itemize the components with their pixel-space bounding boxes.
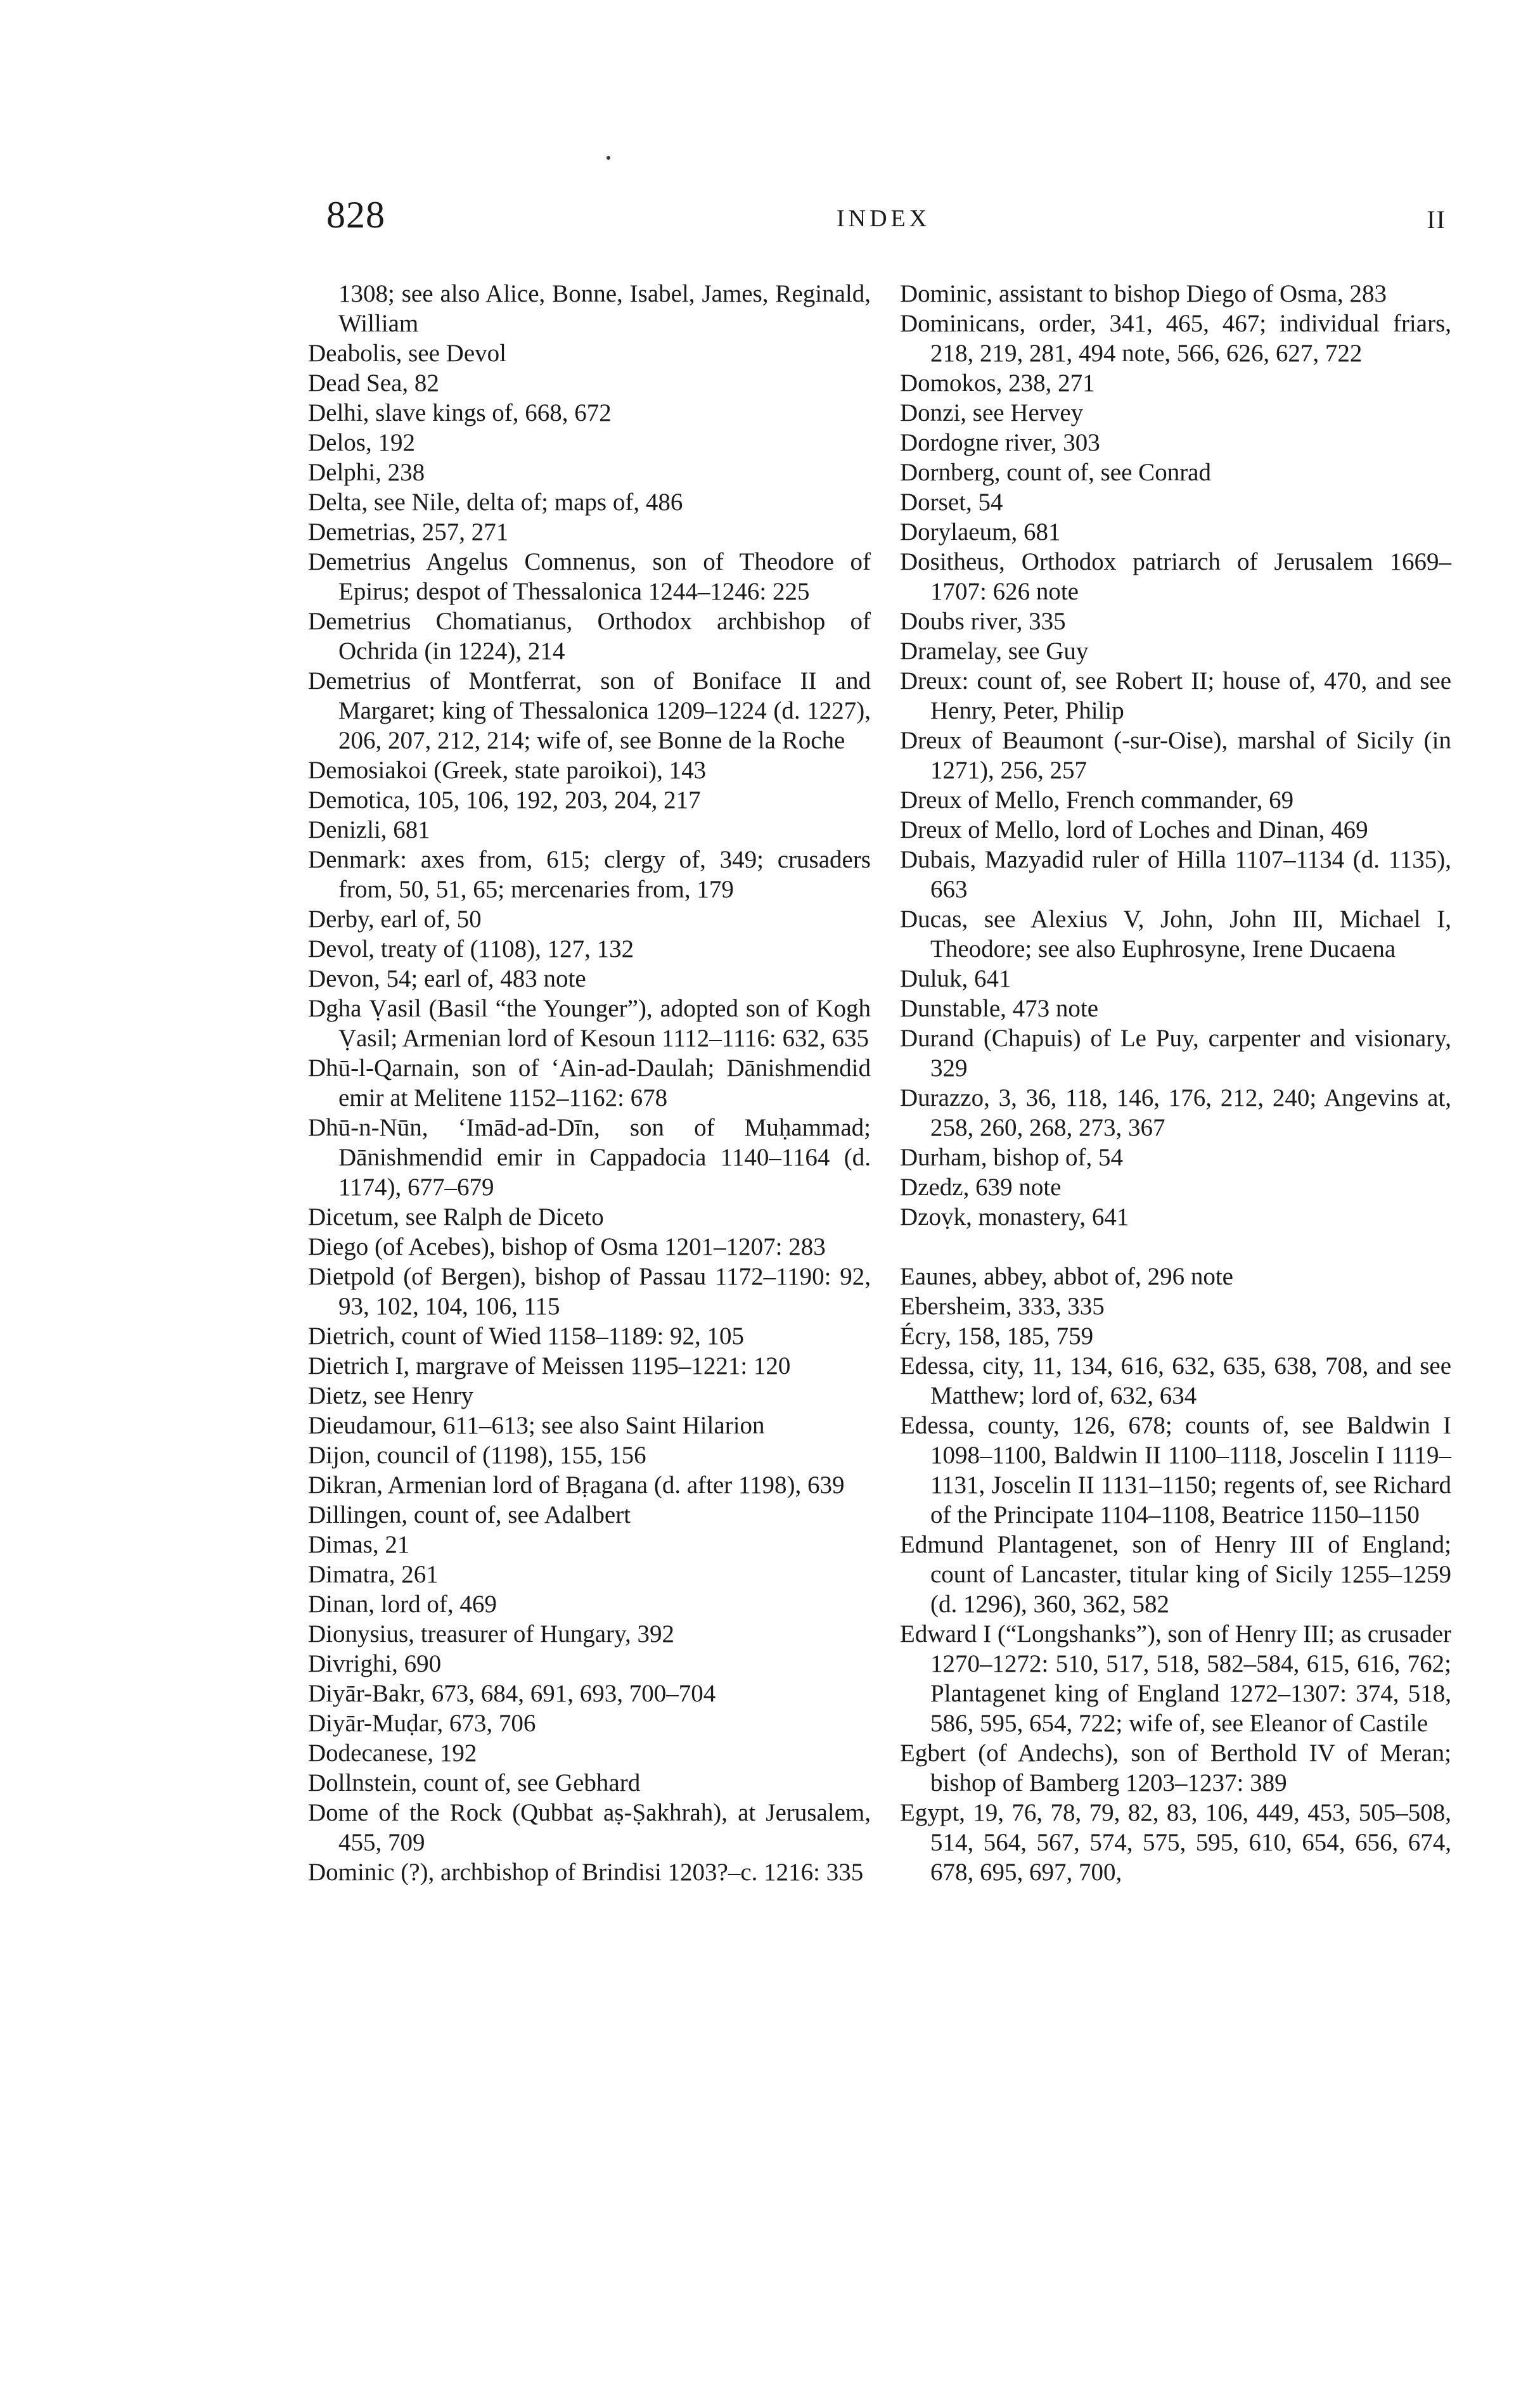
index-entry: Demetrius Angelus Comnenus, son of Theodore of Epirus; despot of Thessalonica 1244–1246: 225 bbox=[308, 548, 871, 605]
index-entry: Demotica, 105, 106, 192, 203, 204, 217 bbox=[308, 786, 701, 814]
index-entry: Denmark: axes from, 615; clergy of, 349; crusaders from, 50, 51, 65; mercenaries from, 179 bbox=[308, 846, 871, 903]
index-entry: Diego (of Acebes), bishop of Osma 1201–1207: 283 bbox=[308, 1233, 826, 1260]
index-entry: Dietz, see Henry bbox=[308, 1382, 473, 1409]
index-entry: Demetrius of Montferrat, son of Boniface II and Margaret; king of Thessalonica 1209–1224 (d. 1227), 206, 207, 212, 214; wife of, see Bonne de la Roche bbox=[308, 667, 871, 754]
letter-section-gap bbox=[900, 1232, 1451, 1262]
index-entry: Dimas, 21 bbox=[308, 1531, 410, 1558]
index-entry: Écry, 158, 185, 759 bbox=[900, 1322, 1094, 1350]
volume-number: II bbox=[1427, 205, 1446, 234]
index-entry: Egbert (of Andechs), son of Berthold IV of Meran; bishop of Bamberg 1203–1237: 389 bbox=[900, 1739, 1451, 1796]
index-entry: Dikran, Armenian lord of Bṛagana (d. after 1198), 639 bbox=[308, 1471, 845, 1499]
index-entry: Delta, see Nile, delta of; maps of, 486 bbox=[308, 489, 683, 516]
page-number: 828 bbox=[326, 194, 385, 236]
index-entry: Edward I (“Longshanks”), son of Henry III; as crusader 1270–1272: 510, 517, 518, 582–584, 615, 616, 762; Plantagenet king of England 1272–1307: 374, 518, 586, 595, 654, 722; wife of, see Eleanor of Castile bbox=[900, 1620, 1451, 1737]
index-entry: Edessa, county, 126, 678; counts of, see Baldwin I 1098–1100, Baldwin II 1100–1118, Joscelin I 1119–1131, Joscelin II 1131–1150; regents of, see Richard of the Principate 1104–1108, Beatrice 1150–1150 bbox=[900, 1412, 1451, 1528]
index-entry: Egypt, 19, 76, 78, 79, 82, 83, 106, 449, 453, 505–508, 514, 564, 567, 574, 575, 595, 610, 654, 656, 674, 678, 695, 697, 700, bbox=[900, 1799, 1451, 1886]
index-entry: Dreux of Beaumont (-sur-Oise), marshal of Sicily (in 1271), 256, 257 bbox=[900, 727, 1451, 784]
index-entry: Donzi, see Hervey bbox=[900, 399, 1084, 426]
index-entry: Dorylaeum, 681 bbox=[900, 518, 1061, 546]
index-entry: Delphi, 238 bbox=[308, 459, 425, 486]
index-entry: Dubais, Mazyadid ruler of Hilla 1107–1134 (d. 1135), 663 bbox=[900, 846, 1451, 903]
index-entry: Dieudamour, 611–613; see also Saint Hilarion bbox=[308, 1412, 765, 1439]
index-entry: Edessa, city, 11, 134, 616, 632, 635, 638, 708, and see Matthew; lord of, 632, 634 bbox=[900, 1352, 1451, 1409]
index-entry: Dietrich, count of Wied 1158–1189: 92, 105 bbox=[308, 1322, 745, 1350]
index-entry: Ducas, see Alexius V, John, John III, Michael I, Theodore; see also Euphrosyne, Irene Ducaena bbox=[900, 906, 1451, 963]
index-entry: Dietrich I, margrave of Meissen 1195–1221: 120 bbox=[308, 1352, 791, 1380]
index-entry: Dominicans, order, 341, 465, 467; individual friars, 218, 219, 281, 494 note, 566, 626, 627, 722 bbox=[900, 310, 1451, 367]
index-entry: 1308; see also Alice, Bonne, Isabel, James, Reginald, William bbox=[338, 280, 871, 337]
index-entry: Durand (Chapuis) of Le Puy, carpenter and visionary, 329 bbox=[900, 1025, 1451, 1082]
index-entry: Dreux of Mello, French commander, 69 bbox=[900, 786, 1294, 814]
index-entry: Durham, bishop of, 54 bbox=[900, 1144, 1124, 1171]
index-entry: Denizli, 681 bbox=[308, 816, 430, 843]
index-entry: Dgha Ṿasil (Basil “the Younger”), adopted son of Kogh Ṿasil; Armenian lord of Kesoun 1112–1116: 632, 635 bbox=[308, 995, 871, 1052]
index-entry: Ebersheim, 333, 335 bbox=[900, 1293, 1105, 1320]
index-entry: Dead Sea, 82 bbox=[308, 369, 439, 397]
index-entry: Dunstable, 473 note bbox=[900, 995, 1099, 1022]
index-entry: Edmund Plantagenet, son of Henry III of England; count of Lancaster, titular king of Sicily 1255–1259 (d. 1296), 360, 362, 582 bbox=[900, 1531, 1451, 1618]
index-entry: Dijon, council of (1198), 155, 156 bbox=[308, 1442, 646, 1469]
index-entry: Derby, earl of, 50 bbox=[308, 906, 482, 933]
index-entry: Dzoṿk, monastery, 641 bbox=[900, 1203, 1129, 1231]
index-entry: Dramelay, see Guy bbox=[900, 637, 1089, 665]
index-entry: Doubs river, 335 bbox=[900, 608, 1066, 635]
index-entry: Dollnstein, count of, see Gebhard bbox=[308, 1769, 641, 1796]
running-title: INDEX bbox=[837, 205, 931, 232]
index-entry: Eaunes, abbey, abbot of, 296 note bbox=[900, 1263, 1233, 1290]
index-entry: Demosiakoi (Greek, state paroikoi), 143 bbox=[308, 757, 707, 784]
index-entry: Dominic, assistant to bishop Diego of Osma, 283 bbox=[900, 280, 1387, 307]
index-entry: Diyār-Muḍar, 673, 706 bbox=[308, 1710, 536, 1737]
index-entry: Domokos, 238, 271 bbox=[900, 369, 1095, 397]
index-entry: Dietpold (of Bergen), bishop of Passau 1172–1190: 92, 93, 102, 104, 106, 115 bbox=[308, 1263, 871, 1320]
index-entry: Devol, treaty of (1108), 127, 132 bbox=[308, 935, 634, 963]
index-entry: Durazzo, 3, 36, 118, 146, 176, 212, 240; Angevins at, 258, 260, 268, 273, 367 bbox=[900, 1084, 1451, 1141]
index-entry: Dornberg, count of, see Conrad bbox=[900, 459, 1211, 486]
index-entry: Dome of the Rock (Qubbat aṣ-Ṣakhrah), at Jerusalem, 455, 709 bbox=[308, 1799, 871, 1856]
index-entry: Delhi, slave kings of, 668, 672 bbox=[308, 399, 612, 426]
index-entry: Dzedz, 639 note bbox=[900, 1174, 1062, 1201]
index-entry: Deabolis, see Devol bbox=[308, 340, 506, 367]
index-entry: Dreux of Mello, lord of Loches and Dinan, 469 bbox=[900, 816, 1368, 843]
index-entry: Dillingen, count of, see Adalbert bbox=[308, 1501, 631, 1528]
print-speck bbox=[606, 156, 610, 160]
page-header bbox=[0, 193, 1521, 250]
index-entry: Dimatra, 261 bbox=[308, 1561, 439, 1588]
index-entry: Dodecanese, 192 bbox=[308, 1739, 477, 1767]
index-entry: Dhū-n-Nūn, ‘Imād-ad-Dīn, son of Muḥammad; Dānishmendid emir in Cappadocia 1140–1164 (d. 1174), 677–679 bbox=[308, 1114, 871, 1201]
index-entry: Dordogne river, 303 bbox=[900, 429, 1100, 456]
index-entry: Delos, 192 bbox=[308, 429, 415, 456]
index-entry: Divrighi, 690 bbox=[308, 1650, 442, 1677]
index-entry: Dositheus, Orthodox patriarch of Jerusalem 1669–1707: 626 note bbox=[900, 548, 1451, 605]
index-entry: Demetrius Chomatianus, Orthodox archbishop of Ochrida (in 1224), 214 bbox=[308, 608, 871, 665]
left-index-column bbox=[308, 279, 871, 1887]
index-entry: Devon, 54; earl of, 483 note bbox=[308, 965, 586, 992]
index-entry: Duluk, 641 bbox=[900, 965, 1011, 992]
index-entry: Dorset, 54 bbox=[900, 489, 1003, 516]
right-index-column bbox=[900, 279, 1451, 1887]
index-entry: Dicetum, see Ralph de Diceto bbox=[308, 1203, 604, 1231]
index-entry: Diyār-Bakr, 673, 684, 691, 693, 700–704 bbox=[308, 1680, 716, 1707]
index-entry: Dinan, lord of, 469 bbox=[308, 1591, 497, 1618]
index-entry: Dreux: count of, see Robert II; house of, 470, and see Henry, Peter, Philip bbox=[900, 667, 1451, 724]
index-entry: Dominic (?), archbishop of Brindisi 1203?–c. 1216: 335 bbox=[308, 1859, 864, 1886]
index-entry: Demetrias, 257, 271 bbox=[308, 518, 509, 546]
index-entry: Dionysius, treasurer of Hungary, 392 bbox=[308, 1620, 675, 1648]
index-entry: Dhū-l-Qarnain, son of ‘Ain-ad-Daulah; Dānishmendid emir at Melitene 1152–1162: 678 bbox=[308, 1054, 871, 1111]
